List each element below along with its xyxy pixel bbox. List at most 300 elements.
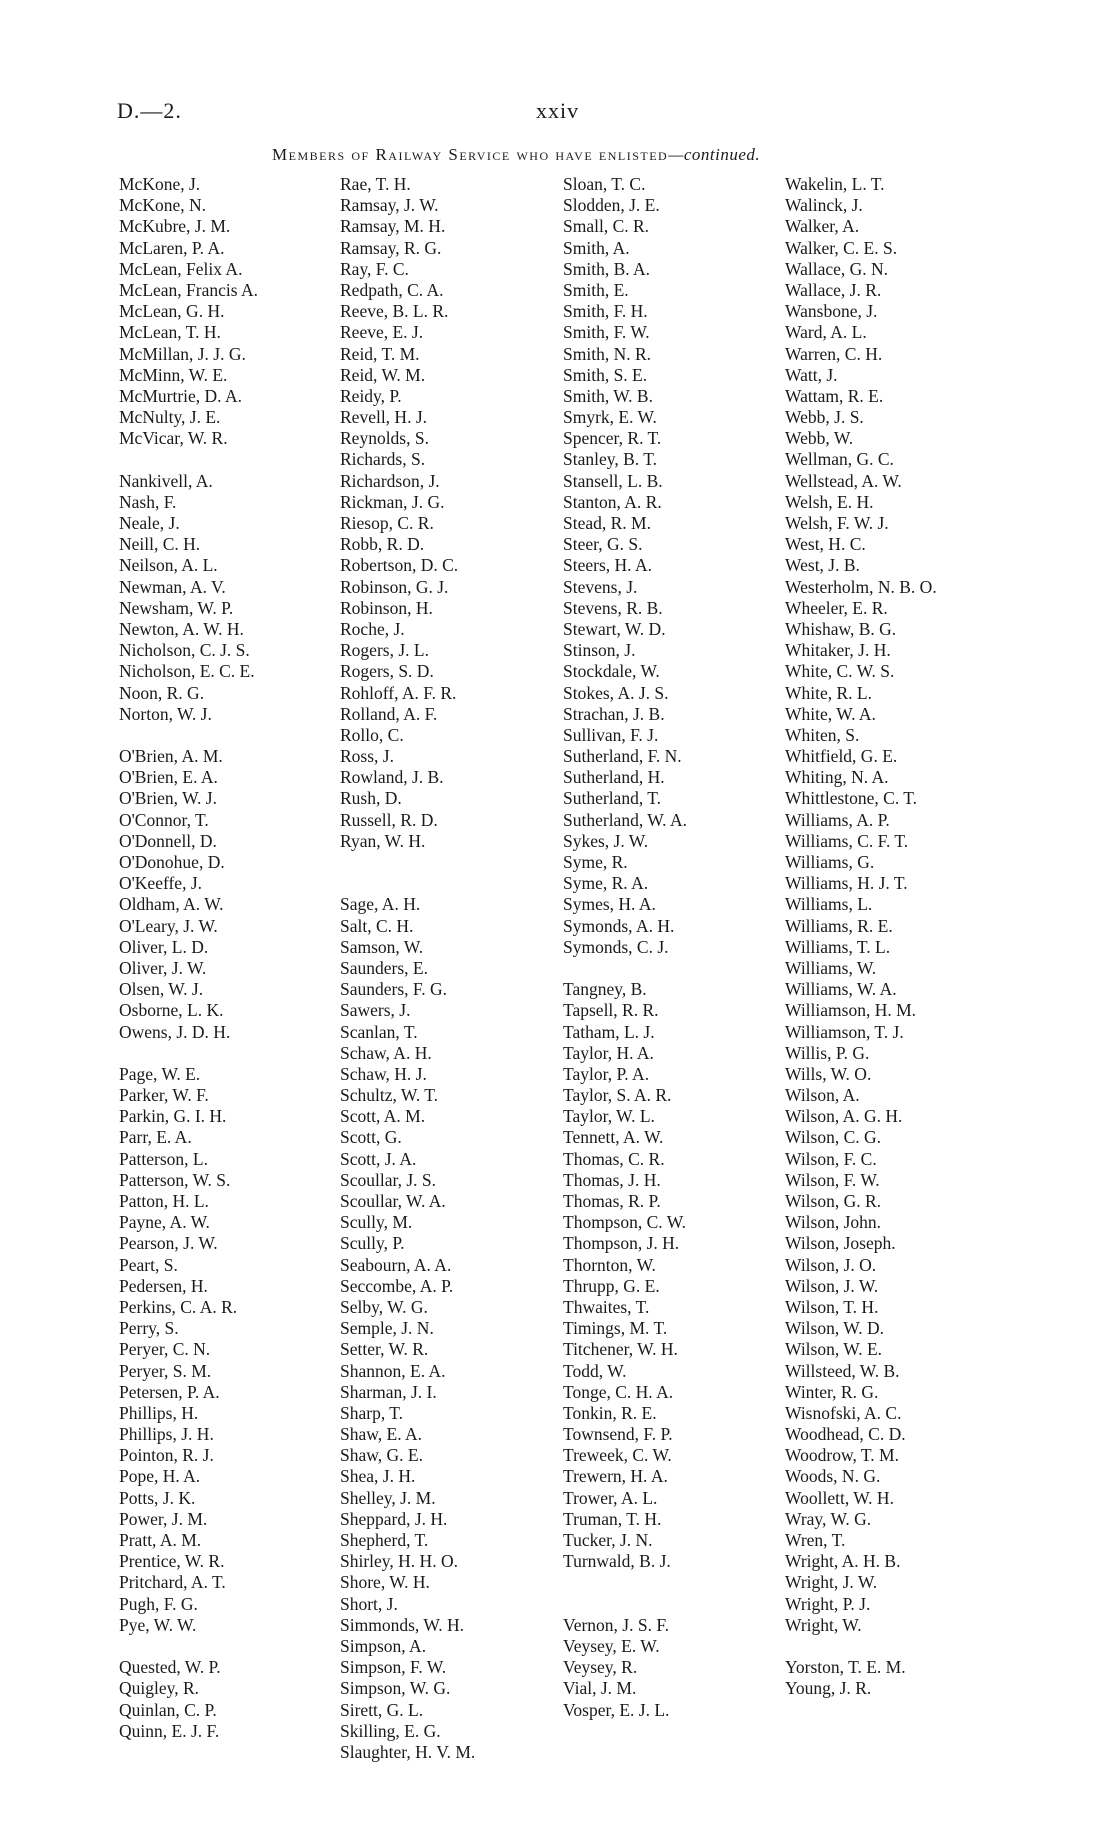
name-entry: Wright, W.	[785, 1614, 862, 1635]
name-entry: Peryer, C. N.	[119, 1339, 211, 1360]
name-entry: Wilson, W. E.	[785, 1339, 883, 1360]
blank-line	[119, 1043, 344, 1064]
name-entry: McKone, N.	[119, 195, 206, 216]
name-entry: Wansbone, J.	[785, 301, 878, 322]
name-entry: Tatham, L. J.	[563, 1021, 655, 1042]
name-entry: Wilson, C. G.	[785, 1127, 882, 1148]
name-entry: O'Brien, W. J.	[119, 788, 217, 809]
name-entry: Oliver, L. D.	[119, 936, 209, 957]
name-entry: Shepherd, T.	[340, 1530, 429, 1550]
name-entry: Prentice, W. R.	[119, 1551, 225, 1572]
name-entry: Westerholm, N. B. O.	[785, 576, 937, 597]
name-entry: Williams, W.	[785, 957, 877, 978]
name-entry: Welsh, F. W. J.	[785, 513, 889, 533]
name-column-4	[785, 174, 1015, 1700]
name-entry: Tangney, B.	[563, 979, 647, 1000]
name-entry: Norton, W. J.	[119, 703, 212, 724]
name-entry: Tennett, A. W.	[563, 1127, 664, 1148]
name-entry: Quinlan, C. P.	[119, 1699, 217, 1720]
name-entry: Roche, J.	[340, 618, 405, 639]
name-entry: Robinson, H.	[340, 597, 433, 618]
name-entry: Whitaker, J. H.	[785, 640, 891, 661]
name-entry: McMurtrie, D. A.	[119, 385, 242, 406]
name-entry: Pope, H. A.	[119, 1466, 201, 1487]
name-entry: Taylor, W. L.	[563, 1106, 655, 1127]
name-entry: Revell, H. J.	[340, 407, 428, 428]
name-entry: Tucker, J. N.	[563, 1530, 653, 1550]
name-entry: Vosper, E. J. L.	[563, 1699, 670, 1720]
name-entry: Wilson, John.	[785, 1212, 882, 1233]
name-entry: Sutherland, H.	[563, 767, 665, 788]
name-entry: Vial, J. M.	[563, 1678, 637, 1699]
name-entry: Williams, G.	[785, 852, 875, 872]
name-entry: Stokes, A. J. S.	[563, 682, 669, 703]
name-entry: Smith, B. A.	[563, 258, 651, 279]
name-entry: Thomas, C. R.	[563, 1148, 665, 1169]
name-entry: McMinn, W. E.	[119, 364, 228, 385]
name-entry: Tonge, C. H. A.	[563, 1381, 674, 1402]
name-entry: Williams, C. F. T.	[785, 830, 909, 851]
name-entry: Sutherland, W. A.	[563, 809, 687, 830]
name-entry: Thrupp, G. E.	[563, 1275, 660, 1296]
name-entry: Osborne, L. K.	[119, 1000, 224, 1021]
name-entry: Turnwald, B. J.	[563, 1551, 671, 1572]
name-entry: Woollett, W. H.	[785, 1487, 894, 1508]
name-entry: Parr, E. A.	[119, 1127, 192, 1148]
name-entry: O'Connor, T.	[119, 809, 209, 830]
name-entry: Shore, W. H.	[340, 1572, 430, 1593]
name-entry: Stinson, J.	[563, 640, 636, 661]
name-entry: McLean, Francis A.	[119, 279, 258, 300]
blank-line	[563, 958, 788, 979]
name-entry: Scott, G.	[340, 1127, 402, 1148]
name-entry: Peart, S.	[119, 1254, 178, 1275]
name-entry: Riesop, C. R.	[340, 513, 434, 533]
name-entry: Wisnofski, A. C.	[785, 1402, 902, 1423]
name-entry: McNulty, J. E.	[119, 407, 221, 428]
name-entry: Richards, S.	[340, 449, 426, 470]
name-entry: Stevens, J.	[563, 576, 638, 597]
name-entry: Williamson, H. M.	[785, 1000, 917, 1021]
name-entry: Shaw, E. A.	[340, 1424, 422, 1445]
name-entry: Smith, W. B.	[563, 385, 653, 406]
name-entry: McLean, Felix A.	[119, 258, 243, 279]
name-entry: Sage, A. H.	[340, 894, 421, 915]
name-entry: Ramsay, M. H.	[340, 216, 446, 237]
name-entry: Whiting, N. A.	[785, 767, 889, 788]
name-entry: Smyrk, E. W.	[563, 407, 657, 428]
name-entry: White, C. W. S.	[785, 661, 895, 682]
name-entry: Setter, W. R.	[340, 1339, 429, 1360]
name-entry: Robinson, G. J.	[340, 576, 449, 597]
blank-line	[119, 1636, 344, 1657]
name-entry: Robb, R. D.	[340, 534, 425, 555]
name-entry: Sutherland, T.	[563, 788, 662, 809]
name-entry: Sharman, J. I.	[340, 1381, 437, 1402]
name-entry: Wren, T.	[785, 1530, 846, 1550]
name-entry: Wilson, J. O.	[785, 1254, 877, 1275]
name-entry: Woodrow, T. M.	[785, 1445, 899, 1466]
name-entry: Nash, F.	[119, 491, 177, 512]
name-entry: Sawers, J.	[340, 1000, 411, 1021]
name-entry: Scott, A. M.	[340, 1106, 426, 1127]
name-entry: Parkin, G. I. H.	[119, 1106, 227, 1127]
name-entry: Patterson, L.	[119, 1148, 208, 1169]
name-entry: Syme, R.	[563, 852, 628, 872]
name-entry: Trewern, H. A.	[563, 1466, 668, 1487]
name-entry: Webb, J. S.	[785, 407, 864, 428]
name-entry: Thornton, W.	[563, 1254, 656, 1275]
name-entry: Rush, D.	[340, 788, 402, 809]
name-entry: Reidy, P.	[340, 385, 402, 406]
name-entry: White, W. A.	[785, 703, 876, 724]
name-entry: Skilling, E. G.	[340, 1720, 441, 1741]
name-entry: Williams, T. L.	[785, 936, 891, 957]
name-entry: Wallace, G. N.	[785, 258, 889, 279]
name-entry: Woodhead, C. D.	[785, 1424, 906, 1445]
name-entry: Timings, M. T.	[563, 1318, 668, 1339]
name-entry: Phillips, H.	[119, 1402, 199, 1423]
name-entry: Reid, W. M.	[340, 364, 426, 385]
name-entry: Wellman, G. C.	[785, 449, 894, 470]
name-entry: Simpson, A.	[340, 1635, 427, 1656]
name-entry: Shelley, J. M.	[340, 1487, 436, 1508]
name-entry: Rowland, J. B.	[340, 767, 444, 788]
name-entry: Wilson, J. W.	[785, 1275, 879, 1296]
name-entry: Sirett, G. L.	[340, 1699, 424, 1720]
name-entry: Ross, J.	[340, 746, 394, 767]
name-entry: Simpson, W. G.	[340, 1678, 451, 1699]
name-entry: Neale, J.	[119, 513, 180, 533]
name-entry: McVicar, W. R.	[119, 428, 228, 449]
name-entry: Oldham, A. W.	[119, 894, 224, 915]
name-entry: Shirley, H. H. O.	[340, 1551, 458, 1572]
name-entry: Pratt, A. M.	[119, 1530, 202, 1550]
name-entry: O'Keeffe, J.	[119, 873, 203, 894]
name-entry: Stead, R. M.	[563, 513, 651, 533]
name-entry: Scott, J. A.	[340, 1148, 417, 1169]
page-number: xxiv	[536, 98, 580, 123]
list-heading-continued: —continued.	[668, 145, 761, 164]
name-entry: Sloan, T. C.	[563, 174, 646, 194]
name-entry: Williams, R. E.	[785, 915, 893, 936]
name-entry: Wilson, F. C.	[785, 1148, 877, 1169]
name-entry: Peryer, S. M.	[119, 1360, 212, 1381]
name-entry: Scoullar, J. S.	[340, 1169, 437, 1190]
name-entry: Titchener, W. H.	[563, 1339, 678, 1360]
name-entry: McKone, J.	[119, 174, 201, 194]
name-entry: Phillips, J. H.	[119, 1424, 214, 1445]
name-entry: Rogers, J. L.	[340, 640, 429, 661]
name-entry: Rickman, J. G.	[340, 491, 445, 512]
name-entry: Trower, A. L.	[563, 1487, 658, 1508]
name-entry: Yorston, T. E. M.	[785, 1657, 906, 1678]
name-entry: Power, J. M.	[119, 1508, 208, 1529]
name-entry: Strachan, J. B.	[563, 703, 665, 724]
name-entry: Williams, H. J. T.	[785, 873, 908, 894]
name-entry: Schaw, H. J.	[340, 1063, 427, 1084]
name-entry: Robertson, D. C.	[340, 555, 459, 576]
name-entry: Petersen, P. A.	[119, 1381, 220, 1402]
name-entry: Pointon, R. J.	[119, 1445, 214, 1466]
name-entry: Townsend, F. P.	[563, 1424, 673, 1445]
name-entry: Scoullar, W. A.	[340, 1191, 446, 1211]
name-entry: Sullivan, F. J.	[563, 724, 659, 745]
name-entry: Scanlan, T.	[340, 1021, 418, 1042]
name-entry: Wattam, R. E.	[785, 385, 884, 406]
name-entry: Wheeler, E. R.	[785, 597, 888, 618]
name-entry: Ramsay, R. G.	[340, 237, 442, 258]
name-entry: Ward, A. L.	[785, 322, 867, 343]
name-entry: West, H. C.	[785, 534, 866, 555]
name-entry: Simmonds, W. H.	[340, 1614, 464, 1635]
name-entry: Slaughter, H. V. M.	[340, 1741, 476, 1762]
name-entry: Wallace, J. R.	[785, 279, 882, 300]
name-entry: Thompson, C. W.	[563, 1212, 687, 1233]
name-entry: Wilson, F. W.	[785, 1169, 880, 1190]
name-entry: Perry, S.	[119, 1318, 179, 1339]
name-entry: Veysey, E. W.	[563, 1635, 660, 1656]
name-entry: Winter, R. G.	[785, 1381, 879, 1402]
name-entry: Russell, R. D.	[340, 809, 438, 830]
name-entry: Richardson, J.	[340, 470, 440, 491]
name-entry: Shannon, E. A.	[340, 1360, 446, 1381]
name-entry: Wray, W. G.	[785, 1508, 872, 1529]
name-entry: Salt, C. H.	[340, 915, 414, 936]
name-entry: Rohloff, A. F. R.	[340, 682, 457, 703]
name-entry: Thomas, J. H.	[563, 1169, 661, 1190]
name-entry: Smith, E.	[563, 279, 629, 300]
name-entry: Nicholson, E. C. E.	[119, 661, 255, 682]
name-entry: Wright, P. J.	[785, 1593, 871, 1614]
name-entry: Whittlestone, C. T.	[785, 788, 918, 809]
name-entry: Smith, S. E.	[563, 364, 648, 385]
name-entry: Page, W. E.	[119, 1063, 201, 1084]
name-entry: Newsham, W. P.	[119, 597, 234, 618]
name-entry: Neill, C. H.	[119, 534, 201, 555]
blank-line	[340, 852, 565, 873]
blank-line	[563, 1572, 788, 1593]
name-entry: O'Leary, J. W.	[119, 915, 218, 936]
name-entry: Williams, A. P.	[785, 809, 890, 830]
name-entry: Spencer, R. T.	[563, 428, 662, 449]
name-entry: Seabourn, A. A.	[340, 1254, 452, 1275]
name-entry: Scully, M.	[340, 1212, 413, 1233]
name-entry: Stockdale, W.	[563, 661, 660, 682]
name-entry: Wills, W. O.	[785, 1063, 872, 1084]
name-entry: Wilson, G. R.	[785, 1191, 882, 1211]
name-entry: Symonds, C. J.	[563, 936, 669, 957]
name-entry: Rogers, S. D.	[340, 661, 434, 682]
name-entry: Scully, P.	[340, 1233, 405, 1254]
name-entry: Smith, A.	[563, 237, 630, 258]
name-entry: Wright, J. W.	[785, 1572, 878, 1593]
blank-line	[563, 1594, 788, 1615]
name-entry: Willis, P. G.	[785, 1042, 870, 1063]
blank-line	[119, 449, 344, 470]
name-entry: Warren, C. H.	[785, 343, 883, 364]
name-entry: Treweek, C. W.	[563, 1445, 672, 1466]
list-heading	[272, 145, 760, 165]
name-entry: Reeve, B. L. R.	[340, 301, 449, 322]
name-entry: Williams, W. A.	[785, 979, 897, 1000]
name-entry: Pye, W. W.	[119, 1614, 197, 1635]
name-entry: Rae, T. H.	[340, 174, 411, 194]
name-entry: Slodden, J. E.	[563, 195, 660, 216]
name-entry: Taylor, H. A.	[563, 1042, 654, 1063]
name-entry: Saunders, F. G.	[340, 979, 447, 1000]
name-entry: Olsen, W. J.	[119, 979, 204, 1000]
name-entry: Reeve, E. J.	[340, 322, 424, 343]
name-entry: O'Donohue, D.	[119, 852, 225, 872]
name-entry: Smith, F. H.	[563, 301, 648, 322]
name-entry: Wilson, A.	[785, 1085, 860, 1106]
name-entry: Stanton, A. R.	[563, 491, 662, 512]
name-entry: Wilson, Joseph.	[785, 1233, 896, 1254]
name-entry: Rollo, C.	[340, 724, 404, 745]
name-entry: Sharp, T.	[340, 1402, 404, 1423]
name-entry: Truman, T. H.	[563, 1508, 662, 1529]
name-entry: Pearson, J. W.	[119, 1233, 218, 1254]
name-entry: Neilson, A. L.	[119, 555, 218, 576]
name-entry: Walker, A.	[785, 216, 860, 237]
blank-line	[785, 1636, 1015, 1657]
name-entry: Owens, J. D. H.	[119, 1021, 231, 1042]
name-entry: Williamson, T. J.	[785, 1021, 904, 1042]
name-entry: Patton, H. L.	[119, 1191, 209, 1211]
name-entry: Smith, N. R.	[563, 343, 652, 364]
name-entry: Wilson, T. H.	[785, 1296, 879, 1317]
name-entry: Wakelin, L. T.	[785, 174, 885, 194]
name-entry: Simpson, F. W.	[340, 1657, 447, 1678]
name-entry: Wilson, A. G. H.	[785, 1106, 903, 1127]
name-entry: Taylor, P. A.	[563, 1063, 650, 1084]
name-entry: McMillan, J. J. G.	[119, 343, 246, 364]
name-entry: Wilson, W. D.	[785, 1318, 884, 1339]
name-entry: Quinn, E. J. F.	[119, 1720, 220, 1741]
name-entry: Symes, H. A.	[563, 894, 656, 915]
name-entry: Williams, L.	[785, 894, 873, 915]
name-entry: Young, J. R.	[785, 1678, 872, 1699]
name-entry: Walinck, J.	[785, 195, 863, 216]
name-entry: Shea, J. H.	[340, 1466, 416, 1487]
name-entry: Stansell, L. B.	[563, 470, 663, 491]
name-entry: Sheppard, J. H.	[340, 1508, 448, 1529]
name-entry: Stevens, R. B.	[563, 597, 663, 618]
name-entry: O'Brien, E. A.	[119, 767, 218, 788]
name-entry: Stanley, B. T.	[563, 449, 657, 470]
name-entry: Sutherland, F. N.	[563, 746, 682, 767]
name-entry: O'Donnell, D.	[119, 830, 217, 851]
name-entry: Tonkin, R. E.	[563, 1402, 657, 1423]
name-entry: Taylor, S. A. R.	[563, 1085, 672, 1106]
name-column-3	[563, 174, 788, 1721]
name-entry: Reid, T. M.	[340, 343, 420, 364]
name-entry: Veysey, R.	[563, 1657, 638, 1678]
name-entry: Steer, G. S.	[563, 534, 643, 555]
name-entry: Smith, F. W.	[563, 322, 650, 343]
name-entry: Rolland, A. F.	[340, 703, 438, 724]
name-entry: McLean, T. H.	[119, 322, 221, 343]
name-entry: Vernon, J. S. F.	[563, 1614, 670, 1635]
name-entry: Todd, W.	[563, 1360, 627, 1381]
name-entry: Tapsell, R. R.	[563, 1000, 659, 1021]
name-entry: Whishaw, B. G.	[785, 618, 897, 639]
blank-line	[119, 725, 344, 746]
name-entry: West, J. B.	[785, 555, 860, 576]
name-entry: Webb, W.	[785, 428, 854, 449]
name-entry: Noon, R. G.	[119, 682, 205, 703]
name-column-2	[340, 174, 565, 1763]
name-entry: Sykes, J. W.	[563, 830, 649, 851]
name-entry: Schaw, A. H.	[340, 1042, 432, 1063]
name-entry: Oliver, J. W.	[119, 957, 207, 978]
name-entry: Watt, J.	[785, 364, 838, 385]
name-entry: Seccombe, A. P.	[340, 1275, 454, 1296]
name-entry: Reynolds, S.	[340, 428, 429, 449]
name-entry: Ryan, W. H.	[340, 830, 426, 851]
name-entry: Symonds, A. H.	[563, 915, 675, 936]
name-entry: Redpath, C. A.	[340, 279, 444, 300]
name-entry: Payne, A. W.	[119, 1212, 210, 1233]
name-entry: Thwaites, T.	[563, 1296, 650, 1317]
name-entry: Samson, W.	[340, 936, 424, 957]
blank-line	[340, 873, 565, 894]
name-entry: Perkins, C. A. R.	[119, 1296, 238, 1317]
name-entry: Schultz, W. T.	[340, 1085, 439, 1106]
name-entry: McLaren, P. A.	[119, 237, 225, 258]
name-entry: Quested, W. P.	[119, 1657, 221, 1678]
name-entry: Willsteed, W. B.	[785, 1360, 900, 1381]
name-entry: Small, C. R.	[563, 216, 650, 237]
name-entry: Walker, C. E. S.	[785, 237, 898, 258]
name-entry: White, R. L.	[785, 682, 872, 703]
name-entry: Steers, H. A.	[563, 555, 652, 576]
name-entry: Nankivell, A.	[119, 470, 213, 491]
name-entry: Ray, F. C.	[340, 258, 409, 279]
name-entry: Wright, A. H. B.	[785, 1551, 901, 1572]
name-entry: Thompson, J. H.	[563, 1233, 680, 1254]
list-heading-title: Members of Railway Service who have enlisted	[272, 145, 669, 164]
name-entry: Semple, J. N.	[340, 1318, 434, 1339]
name-entry: Wellstead, A. W.	[785, 470, 902, 491]
name-entry: Newton, A. W. H.	[119, 618, 244, 639]
name-entry: Newman, A. V.	[119, 576, 226, 597]
name-column-1	[119, 174, 344, 1742]
name-entry: Whitfield, G. E.	[785, 746, 898, 767]
name-entry: Woods, N. G.	[785, 1466, 881, 1487]
name-entry: Pugh, F. G.	[119, 1593, 198, 1614]
name-entry: Pritchard, A. T.	[119, 1572, 226, 1593]
name-entry: Short, J.	[340, 1593, 398, 1614]
name-entry: Potts, J. K.	[119, 1487, 196, 1508]
name-entry: Whiten, S.	[785, 724, 860, 745]
name-entry: Thomas, R. P.	[563, 1191, 661, 1211]
name-entry: Welsh, E. H.	[785, 491, 874, 512]
page-reference: D.—2.	[117, 98, 182, 123]
name-entry: Selby, W. G.	[340, 1296, 428, 1317]
name-entry: McLean, G. H.	[119, 301, 225, 322]
name-entry: Pedersen, H.	[119, 1275, 208, 1296]
name-entry: O'Brien, A. M.	[119, 746, 223, 767]
name-entry: Nicholson, C. J. S.	[119, 640, 250, 661]
name-entry: Ramsay, J. W.	[340, 195, 439, 216]
name-entry: McKubre, J. M.	[119, 216, 231, 237]
name-entry: Stewart, W. D.	[563, 618, 666, 639]
name-entry: Quigley, R.	[119, 1678, 200, 1699]
name-entry: Patterson, W. S.	[119, 1169, 231, 1190]
name-entry: Syme, R. A.	[563, 873, 649, 894]
